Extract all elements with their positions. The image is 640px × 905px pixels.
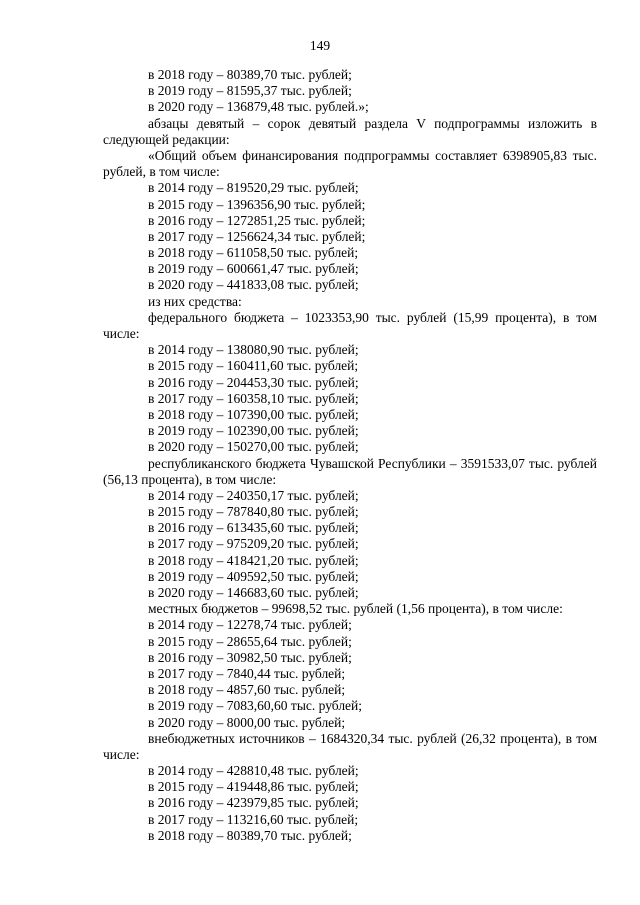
page-number: 149 [309, 38, 331, 53]
text-line: числе: [103, 746, 140, 762]
text-line: в 2016 году – 30982,50 тыс. рублей; [148, 649, 352, 665]
text-line: республиканского бюджета Чувашской Республики – 3591533,07 тыс. рублей [148, 455, 597, 471]
text-line: в 2014 году – 138080,90 тыс. рублей; [148, 342, 359, 358]
text-line: в 2014 году – 12278,74 тыс. рублей; [148, 617, 352, 633]
text-line: в 2019 году – 409592,50 тыс. рублей; [148, 568, 359, 584]
text-line: числе: [103, 326, 140, 341]
text-line: в 2020 году – 441833,08 тыс. рублей; [148, 277, 359, 293]
text-line: в 2020 году – 146683,60 тыс. рублей; [148, 585, 359, 600]
text-line: в 2016 году – 1272851,25 тыс. рублей; [148, 212, 366, 228]
text-line: в 2015 году – 1396356,90 тыс. рублей; [148, 196, 366, 212]
text-line: в 2014 году – 240350,17 тыс. рублей; [148, 487, 359, 503]
text-line: местных бюджетов – 99698,52 тыс. рублей (1,56 процента), в том числе: [148, 601, 563, 617]
text-line: в 2015 году – 160411,60 тыс. рублей; [148, 358, 359, 374]
text-line: в 2018 году – 611058,50 тыс. рублей; [148, 245, 359, 261]
text-line: в 2018 году – 107390,00 тыс. рублей; [148, 406, 359, 422]
text-line: внебюджетных источников – 1684320,34 тыс. рублей (26,32 процента), в том [148, 730, 597, 746]
text-line: в 2014 году – 428810,48 тыс. рублей; [148, 763, 359, 779]
text-line: в 2016 году – 423979,85 тыс. рублей; [148, 795, 359, 811]
text-line: в 2019 году – 102390,00 тыс. рублей; [148, 423, 359, 439]
text-line: (56,13 процента), в том числе: [103, 471, 277, 487]
text-line: следующей редакции: [103, 131, 230, 147]
text-line: в 2020 году – 150270,00 тыс. рублей; [148, 439, 359, 455]
text-line: в 2015 году – 787840,80 тыс. рублей; [148, 504, 359, 520]
document-body [103, 67, 597, 844]
text-line: в 2016 году – 613435,60 тыс. рублей; [148, 520, 359, 536]
text-line: в 2016 году – 204453,30 тыс. рублей; [148, 374, 359, 390]
text-line: в 2019 году – 7083,60,60 тыс. рублей; [148, 698, 363, 714]
text-line: в 2020 году – 8000,00 тыс. рублей; [148, 714, 346, 730]
text-line: в 2018 году – 80389,70 тыс. рублей; [148, 827, 352, 843]
text-line: в 2019 году – 600661,47 тыс. рублей; [148, 261, 359, 277]
text-line: в 2017 году – 7840,44 тыс. рублей; [148, 665, 346, 681]
text-line: в 2015 году – 419448,86 тыс. рублей; [148, 779, 359, 795]
text-line: в 2017 году – 1256624,34 тыс. рублей; [148, 228, 366, 244]
text-line: в 2018 году – 418421,20 тыс. рублей; [148, 552, 359, 568]
text-line: «Общий объем финансирования подпрограммы составляет 6398905,83 тыс. [148, 147, 597, 163]
text-line: в 2017 году – 975209,20 тыс. рублей; [148, 536, 359, 552]
text-line: федерального бюджета – 1023353,90 тыс. рублей (15,99 процента), в том [148, 309, 597, 325]
text-line: в 2018 году – 4857,60 тыс. рублей; [148, 682, 346, 698]
text-line: в 2015 году – 28655,64 тыс. рублей; [148, 633, 352, 649]
text-line: в 2020 году – 136879,48 тыс. рублей.»; [148, 99, 369, 115]
text-line: в 2017 году – 113216,60 тыс. рублей; [148, 811, 359, 827]
text-line: в 2017 году – 160358,10 тыс. рублей; [148, 390, 359, 406]
text-line: из них средства: [148, 293, 242, 309]
text-line: в 2019 году – 81595,37 тыс. рублей; [148, 83, 352, 99]
text-line: в 2018 году – 80389,70 тыс. рублей; [148, 67, 352, 82]
text-line: в 2014 году – 819520,29 тыс. рублей; [148, 180, 359, 196]
text-line: рублей, в том числе: [103, 164, 220, 180]
text-line: абзацы девятый – сорок девятый раздела V подпрограммы изложить в [148, 115, 597, 131]
